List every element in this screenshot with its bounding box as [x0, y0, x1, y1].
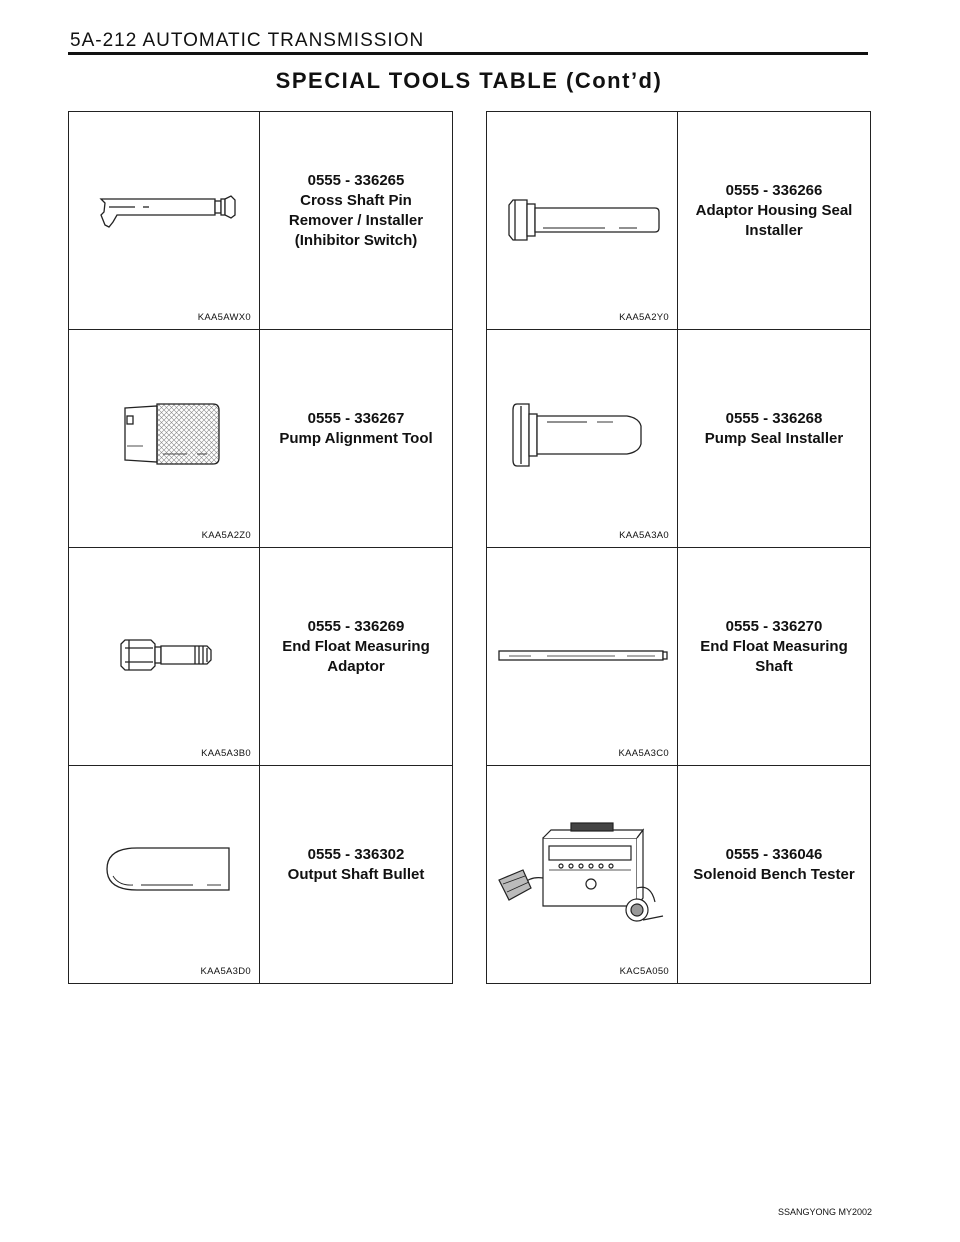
figure-code: KAA5A2Z0: [201, 530, 251, 541]
tool-illustration: [487, 548, 678, 765]
figure-code: KAA5A3A0: [619, 530, 669, 541]
solenoid-bench-tester-icon: [487, 766, 677, 983]
part-number: 0555 - 336266: [725, 181, 823, 199]
tool-name-line: Remover / Installer: [288, 211, 424, 229]
part-number: 0555 - 336270: [725, 617, 823, 635]
tool-name-line: Cross Shaft Pin: [300, 191, 412, 209]
part-number: 0555 - 336046: [725, 845, 823, 863]
tool-illustration: [69, 330, 260, 547]
part-number: 0555 - 336268: [725, 409, 823, 427]
tool-name-line: End Float Measuring: [700, 637, 848, 655]
tool-row: [487, 112, 870, 329]
tool-illustration: [487, 112, 678, 329]
header-rule: [68, 52, 868, 55]
figure-code: KAA5AWX0: [197, 312, 251, 323]
tool-illustration: [487, 766, 678, 983]
figure-code: KAA5A2Y0: [619, 312, 669, 323]
tool-row: [69, 112, 452, 329]
tool-illustration: [69, 766, 260, 983]
figure-code: KAC5A050: [619, 966, 669, 977]
tool-description: [678, 548, 870, 765]
pump-alignment-tool-icon: [69, 330, 259, 547]
section-header: 5A-212 AUTOMATIC TRANSMISSION: [70, 30, 425, 51]
part-number: 0555 - 336267: [307, 409, 405, 427]
tool-name-line: End Float Measuring: [282, 637, 430, 655]
tool-name-line: Pump Seal Installer: [704, 429, 844, 447]
figure-code: KAA5A3B0: [201, 748, 251, 759]
tool-row: [69, 547, 452, 765]
figure-code: KAA5A3C0: [618, 748, 669, 759]
page-title: SPECIAL TOOLS TABLE (Cont’d): [275, 68, 663, 93]
adaptor-housing-seal-installer-icon: [487, 112, 677, 329]
part-number: 0555 - 336269: [307, 617, 405, 635]
tool-name-line: Installer: [745, 221, 803, 239]
tool-illustration: [487, 330, 678, 547]
pump-seal-installer-icon: [487, 330, 677, 547]
tool-description: [260, 766, 452, 983]
tool-name-line: Output Shaft Bullet: [287, 865, 425, 883]
tool-description: [678, 766, 870, 983]
tool-row: [69, 329, 452, 547]
tool-row: [487, 329, 870, 547]
tools-table-left: [68, 111, 453, 984]
cross-shaft-pin-remover-icon: [69, 112, 259, 329]
tool-description: [678, 112, 870, 329]
tool-name-line: Adaptor Housing Seal: [695, 201, 853, 219]
end-float-measuring-shaft-icon: [487, 548, 677, 765]
tool-description: [260, 112, 452, 329]
tool-description: [678, 330, 870, 547]
tool-row: [69, 765, 452, 983]
page-footer: SSANGYONG MY2002: [777, 1207, 872, 1217]
tool-name-line: (Inhibitor Switch): [294, 231, 418, 249]
tool-row: [487, 547, 870, 765]
part-number: 0555 - 336265: [307, 171, 405, 189]
tool-name-line: Shaft: [755, 657, 793, 675]
tool-illustration: [69, 548, 260, 765]
part-number: 0555 - 336302: [307, 845, 405, 863]
figure-code: KAA5A3D0: [200, 966, 251, 977]
tool-name-line: Pump Alignment Tool: [279, 429, 433, 447]
tool-name-line: Adaptor: [327, 657, 385, 675]
end-float-measuring-adaptor-icon: [69, 548, 259, 765]
tool-description: [260, 330, 452, 547]
output-shaft-bullet-icon: [69, 766, 259, 983]
tool-illustration: [69, 112, 260, 329]
tool-name-line: Solenoid Bench Tester: [693, 865, 855, 883]
tool-description: [260, 548, 452, 765]
tool-row: [487, 765, 870, 983]
tools-table-right: [486, 111, 871, 984]
